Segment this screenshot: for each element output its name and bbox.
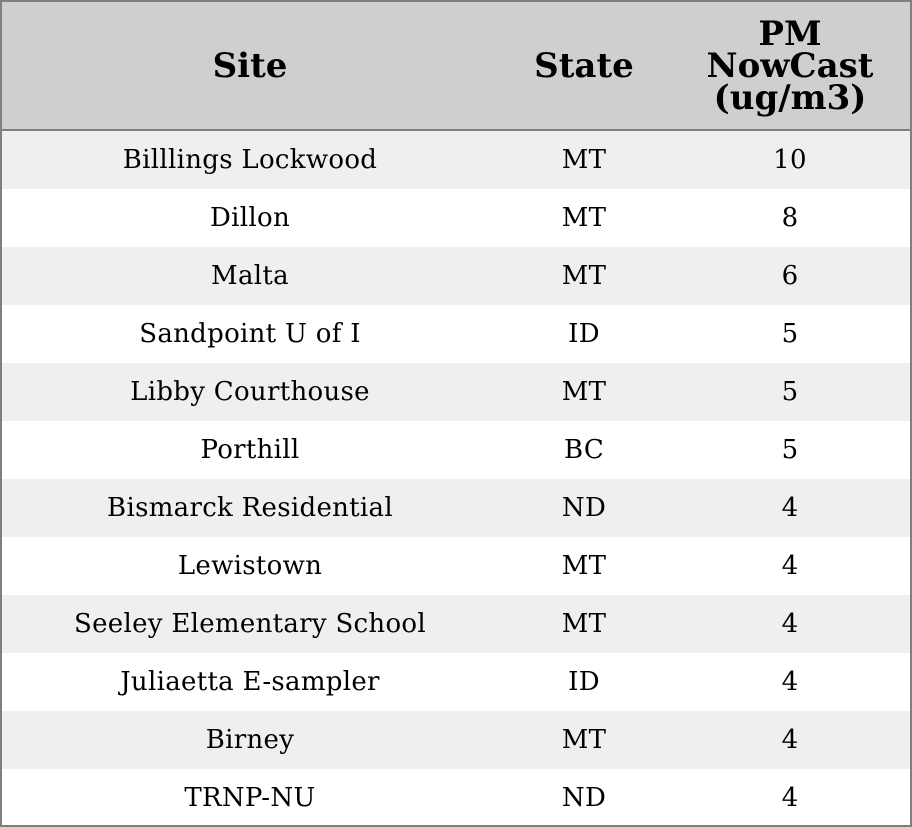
cell-site: Porthill: [200, 435, 300, 465]
cell-state: MT: [561, 377, 607, 407]
cell-site: Malta: [211, 261, 289, 291]
table-row: [2, 363, 910, 421]
cell-site: Lewistown: [177, 551, 323, 581]
cell-pm-nowcast: 4: [781, 551, 799, 581]
cell-pm-nowcast: 4: [781, 783, 799, 813]
table-row: [2, 769, 910, 827]
table-header: [2, 2, 910, 131]
cell-pm-nowcast: 4: [781, 725, 799, 755]
cell-state: MT: [561, 551, 607, 581]
cell-site: Bismarck Residential: [107, 493, 393, 523]
cell-pm-nowcast: 5: [781, 435, 799, 465]
cell-site: Seeley Elementary School: [74, 609, 426, 639]
cell-site: Juliaetta E-sampler: [120, 667, 380, 697]
cell-site: TRNP-NU: [184, 783, 316, 813]
cell-state: ND: [561, 493, 607, 523]
table-row: [2, 421, 910, 479]
cell-site: Sandpoint U of I: [139, 319, 361, 349]
table-row: [2, 131, 910, 189]
table-row: [2, 595, 910, 653]
table-row: [2, 305, 910, 363]
cell-state: MT: [561, 609, 607, 639]
cell-state: MT: [561, 145, 607, 175]
table-row: [2, 653, 910, 711]
cell-state: ID: [568, 667, 600, 697]
header-state[interactable]: State: [534, 45, 634, 86]
cell-state: BC: [563, 435, 605, 465]
cell-pm-nowcast: 6: [781, 261, 799, 291]
cell-pm-nowcast: 4: [781, 609, 799, 639]
cell-state: ID: [568, 319, 600, 349]
cell-pm-nowcast: 5: [781, 319, 799, 349]
cell-state: ND: [561, 783, 607, 813]
header-pm-nowcast[interactable]: PM NowCast (ug/m3): [706, 13, 874, 118]
cell-pm-nowcast: 10: [773, 145, 807, 175]
table-row: [2, 537, 910, 595]
cell-state: MT: [561, 261, 607, 291]
table-row: [2, 189, 910, 247]
cell-pm-nowcast: 4: [781, 493, 799, 523]
cell-pm-nowcast: 5: [781, 377, 799, 407]
cell-pm-nowcast: 8: [781, 203, 799, 233]
cell-state: MT: [561, 725, 607, 755]
table-row: [2, 247, 910, 305]
cell-pm-nowcast: 4: [781, 667, 799, 697]
table-body: [2, 131, 910, 827]
cell-site: Libby Courthouse: [130, 377, 370, 407]
header-site[interactable]: Site: [212, 45, 288, 86]
cell-state: MT: [561, 203, 607, 233]
table-row: [2, 479, 910, 537]
table-row: [2, 711, 910, 769]
cell-site: Birney: [205, 725, 295, 755]
cell-site: Billlings Lockwood: [122, 145, 378, 175]
cell-site: Dillon: [210, 203, 290, 233]
